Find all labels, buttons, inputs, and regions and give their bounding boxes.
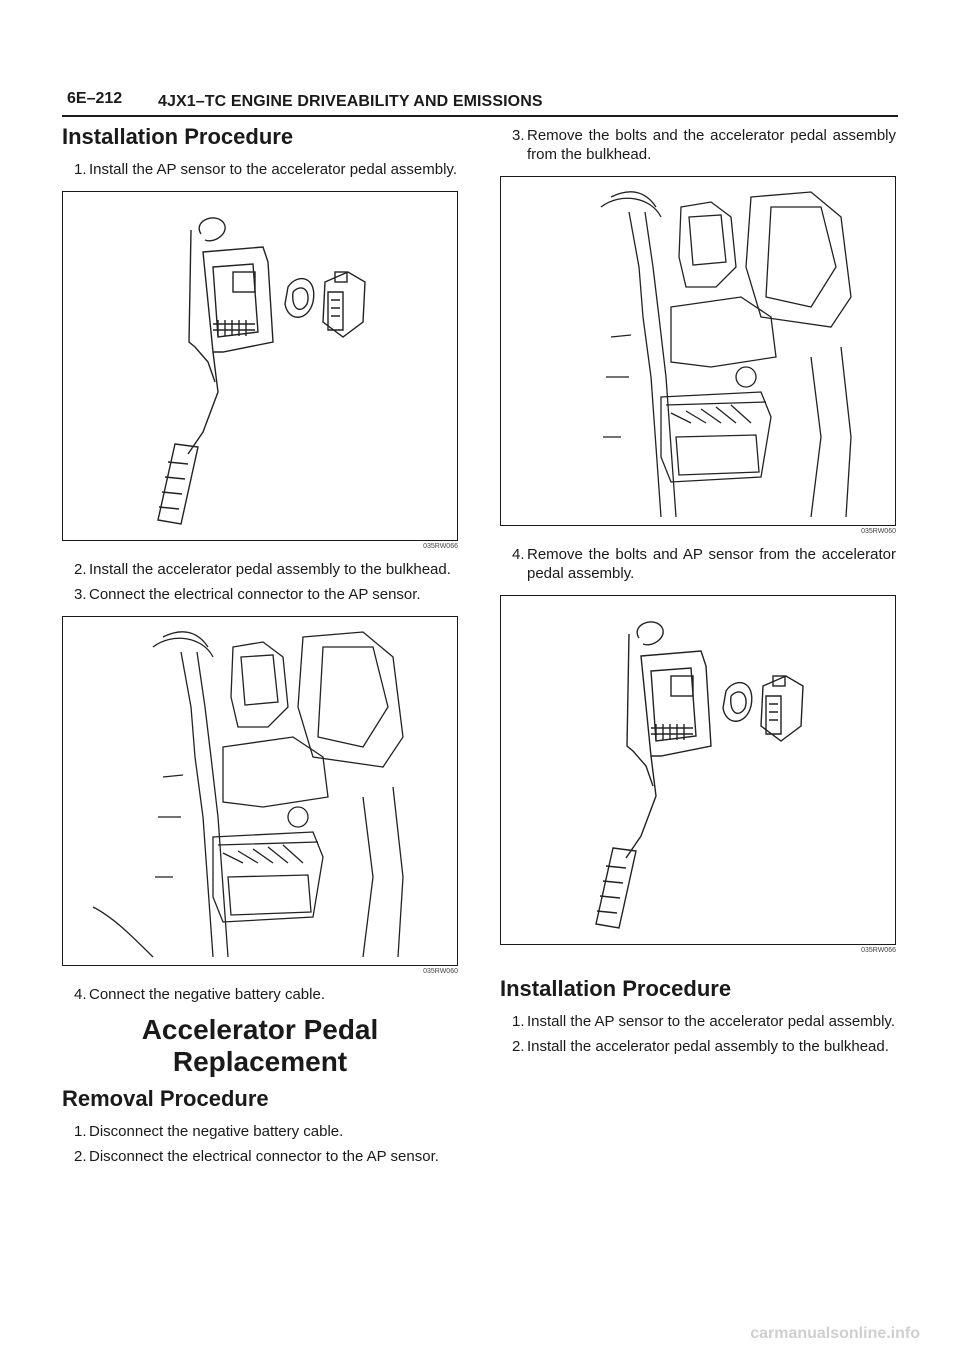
- removal-step-2: 2. Disconnect the electrical connector to the AP sensor.: [74, 1148, 439, 1165]
- removal-step-3: 3. Remove the bolts and the accelerator pedal assembly from the bulkhead.: [512, 127, 896, 163]
- figure-pedal-on-bulkhead: [62, 616, 458, 966]
- document-title: 4JX1–TC ENGINE DRIVEABILITY AND EMISSIONS: [158, 93, 543, 110]
- right-column: [500, 120, 896, 1062]
- figure-pedal-on-bulkhead: [500, 176, 896, 526]
- replacement-heading: Accelerator Pedal Replacement: [141, 1014, 379, 1077]
- removal-heading: Removal Procedure: [62, 1086, 269, 1111]
- watermark: carmanualsonline.info: [750, 1325, 920, 1342]
- figure-code: 035RW060: [423, 968, 458, 975]
- install-step-1: 1. Install the AP sensor to the accelerator pedal assembly.: [512, 1013, 895, 1030]
- figure-pedal-with-sensor: [500, 595, 896, 945]
- install-step-1: 1. Install the AP sensor to the accelerator pedal assembly.: [74, 161, 457, 178]
- figure-code: 035RW066: [861, 947, 896, 954]
- install-step-3: 3. Connect the electrical connector to the AP sensor.: [74, 586, 421, 603]
- install-step-2: 2. Install the accelerator pedal assembly to the bulkhead.: [74, 561, 451, 578]
- install-step-2: 2. Install the accelerator pedal assembly to the bulkhead.: [512, 1038, 889, 1055]
- bulkhead-illustration: [63, 617, 457, 965]
- page-header: [62, 86, 898, 118]
- bulkhead-illustration: [501, 177, 895, 525]
- pedal-sensor-illustration: [63, 192, 457, 540]
- install-step-4: 4. Connect the negative battery cable.: [74, 986, 325, 1003]
- header-rule: [62, 115, 898, 117]
- page-number: 6E–212: [67, 90, 123, 107]
- removal-step-1: 1. Disconnect the negative battery cable.: [74, 1123, 344, 1140]
- figure-code: 035RW060: [861, 528, 896, 535]
- removal-step-4: 4. Remove the bolts and AP sensor from the accelerator pedal assembly.: [512, 546, 896, 582]
- installation-heading: Installation Procedure: [500, 976, 732, 1001]
- figure-pedal-with-sensor: [62, 191, 458, 541]
- installation-heading: Installation Procedure: [62, 124, 294, 149]
- left-column: [62, 120, 458, 1172]
- pedal-sensor-illustration: [501, 596, 895, 944]
- figure-code: 035RW066: [423, 543, 458, 550]
